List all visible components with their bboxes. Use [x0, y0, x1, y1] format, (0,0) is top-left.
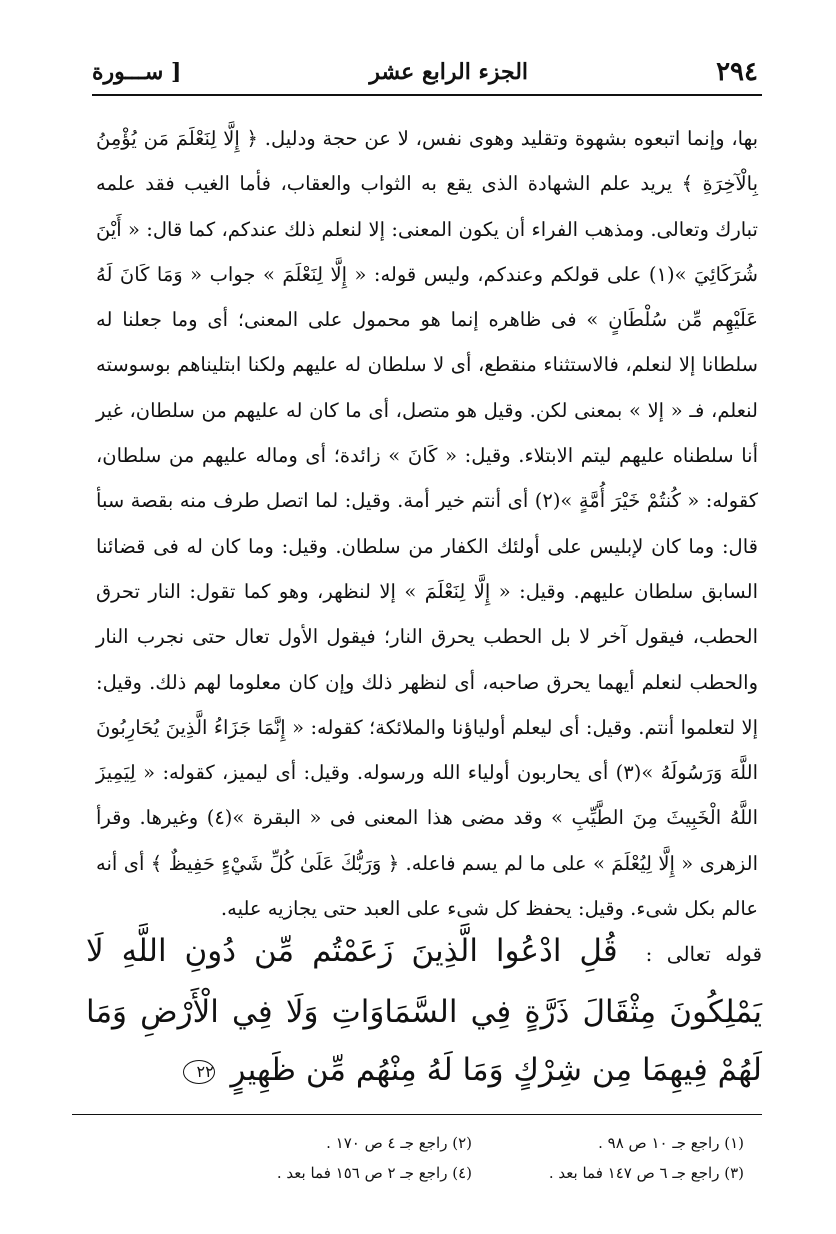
footnote-4: (٤) راجع جـ ٢ ص ١٥٦ فما بعد .	[276, 1164, 472, 1182]
verse-text: قُلِ ادْعُوا الَّذِينَ زَعَمْتُم مِّن دُونِ اللَّهِ لَا يَمْلِكُونَ مِثْقَالَ ذَرَّةٍ فِي السَّمَاوَاتِ وَلَا فِي الْأَرْضِ وَمَا لَهُمْ فِيهِمَا مِن شِرْكٍ وَمَا لَهُ مِنْهُم مِّن ظَهِيرٍ	[86, 933, 762, 1088]
page-header	[92, 52, 758, 92]
running-title: الجزء الرابع عشر	[369, 59, 529, 85]
footnote-3: (٣) راجع جـ ٦ ص ١٤٧ فما بعد .	[548, 1164, 744, 1182]
commentary-text	[96, 116, 758, 931]
footnote-divider	[72, 1114, 762, 1115]
footnotes	[230, 1128, 744, 1188]
quran-verse-block	[86, 922, 762, 1099]
verse-intro: قوله تعالى :	[645, 942, 762, 966]
page-number: ٢٩٤	[716, 57, 758, 87]
footnote-2: (٢) راجع جـ ٤ ص ١٧٠ .	[326, 1134, 472, 1152]
commentary-paragraph: بها، وإنما اتبعوه بشهوة وتقليد وهوى نفس، لا عن حجة ودليل. ﴿ إِلَّا لِنَعْلَمَ مَن يُؤْمِنُ بِالْآخِرَةِ ﴾ يريد علم الشهادة الذى يقع به الثواب والعقاب، فأما الغيب فقد علمه تبارك وتعالى. ومذهب الفراء أن يكون المعنى: إلا لنعلم ذلك عندكم، كما قال: « أَيْنَ شُرَكَائِيَ »(١) على قولكم وعندكم، وليس قوله: « إِلَّا لِنَعْلَمَ » جواب « وَمَا كَانَ لَهُ عَلَيْهِم مِّن سُلْطَانٍ » فى ظاهره إنما هو محمول على المعنى؛ أى وما جعلنا له سلطانا إلا لنعلم، فالاستثناء منقطع، أى لا سلطان له عليهم ولكنا ابتليناهم بوسوسته لنعلم، فـ « إلا » بمعنى لكن. وقيل هو متصل، أى ما كان له عليهم من سلطان، غير أنا سلطناه عليهم ليتم الابتلاء. وقيل: « كَانَ » زائدة؛ أى وماله عليهم من سلطان، كقوله: « كُنتُمْ خَيْرَ أُمَّةٍ »(٢) أى أنتم خير أمة. وقيل: لما اتصل طرف منه بقصة سبأ قال: وما كان لإبليس على أولئك الكفار من سلطان. وقيل: وما كان له فى قضائنا السابق سلطان عليهم. وقيل: « إِلَّا لِنَعْلَمَ » إلا لنظهر، وهو كما تقول: النار تحرق الحطب، فيقول آخر لا بل الحطب يحرق النار؛ فيقول الأول تعال حتى نجرب النار والحطب لنعلم أيهما يحرق صاحبه، أى لنظهر ذلك وإن كان معلوما لهم ذلك. وقيل: إلا لتعلموا أنتم. وقيل: أى ليعلم أولياؤنا والملائكة؛ كقوله: « إِنَّمَا جَزَاءُ الَّذِينَ يُحَارِبُونَ اللَّهَ وَرَسُولَهُ »(٣) أى يحاربون أولياء الله ورسوله. وقيل: أى ليميز، كقوله: « لِيَمِيزَ اللَّهُ الْخَبِيثَ مِنَ الطَّيِّبِ » وقد مضى هذا المعنى فى « البقرة »(٤) وغيرها. وقرأ الزهرى « إِلَّا لِيُعْلَمَ » على ما لم يسم فاعله. ﴿ وَرَبُّكَ عَلَىٰ كُلِّ شَيْءٍ حَفِيظٌ ﴾ أى أنه عالم بكل شىء. وقيل: يحفظ كل شىء على العبد حتى يجازيه عليه.	[96, 127, 758, 921]
footnote-1: (١) راجع جـ ١٠ ص ٩٨ .	[598, 1134, 744, 1152]
surah-label: [ ســـورة	[92, 59, 182, 85]
header-divider	[92, 94, 762, 96]
verse-number-badge: ٢٢	[183, 1060, 215, 1084]
